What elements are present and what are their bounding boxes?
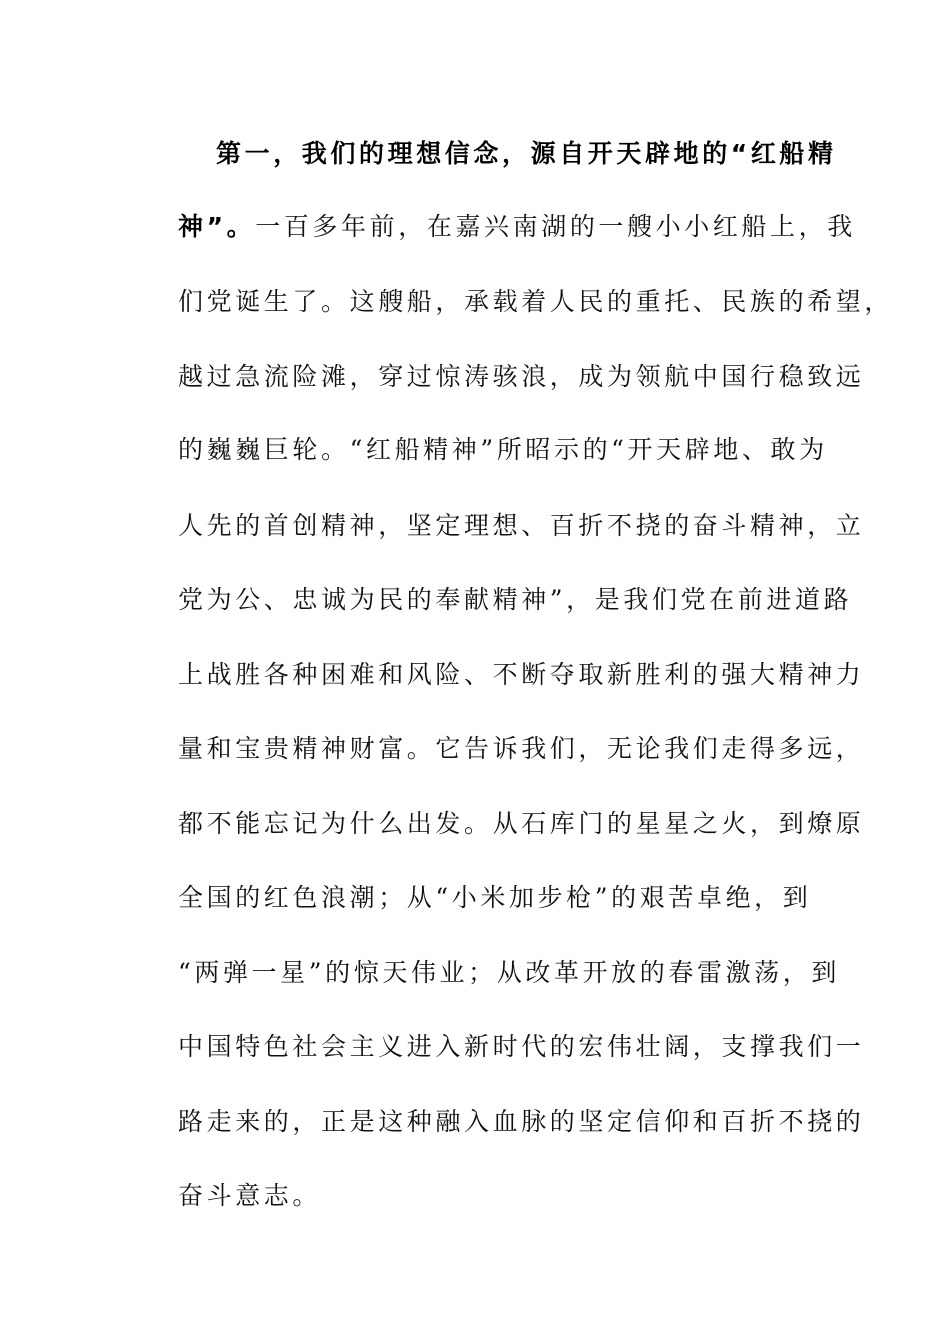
bold-heading-end: 神”。	[178, 212, 256, 241]
paragraph-line: 奋斗意志。	[178, 1181, 322, 1210]
paragraph-line: 都不能忘记为什么出发。从石库门的星星之火，到燎原	[178, 809, 865, 838]
paragraph-line: 量和宝贵精神财富。它告诉我们，无论我们走得多远，	[178, 734, 865, 763]
paragraph-line: 人先的首创精神，坚定理想、百折不挠的奋斗精神，立	[178, 511, 865, 540]
paragraph-line: “两弹一星”的惊天伟业；从改革开放的春雷激荡，到	[178, 958, 840, 987]
paragraph-line: 上战胜各种困难和风险、不断夺取新胜利的强大精神力	[178, 660, 865, 689]
paragraph-text: 一百多年前，在嘉兴南湖的一艘小小红船上，我	[255, 212, 856, 241]
paragraph-line: 全国的红色浪潮；从“小米加步枪”的艰苦卓绝，到	[178, 883, 812, 912]
paragraph-line: 中国特色社会主义进入新时代的宏伟壮阔，支撑我们一	[178, 1032, 865, 1061]
paragraph-line: 们党诞生了。这艘船，承载着人民的重托、民族的希望，	[178, 287, 894, 316]
paragraph-line: 越过急流险滩，穿过惊涛骇浪，成为领航中国行稳致远	[178, 362, 865, 391]
paragraph-heading-line	[216, 134, 866, 174]
bold-heading-text: 第一，我们的理想信念，源自开天辟地的“红船精	[216, 139, 837, 168]
paragraph-line: 路走来的，正是这种融入血脉的坚定信仰和百折不挠的	[178, 1107, 865, 1136]
paragraph-line	[178, 207, 856, 247]
paragraph-line: 党为公、忠诚为民的奉献精神”，是我们党在前进道路	[178, 585, 853, 614]
paragraph-line: 的巍巍巨轮。“红船精神”所昭示的“开天辟地、敢为	[178, 435, 828, 464]
